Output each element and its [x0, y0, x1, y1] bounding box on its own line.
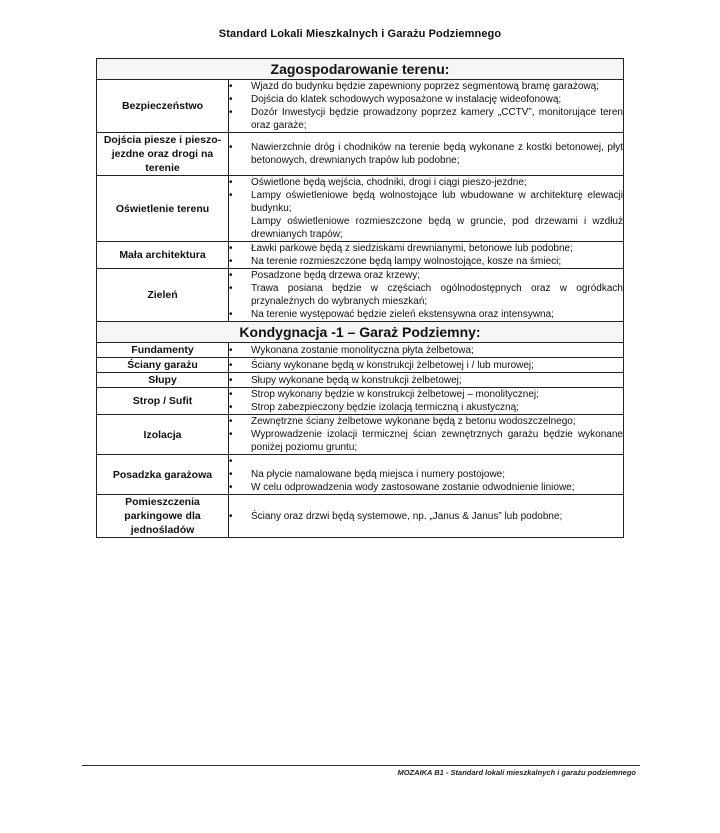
list-item [229, 401, 623, 414]
list-item [229, 428, 623, 454]
list-item-continuation [229, 215, 623, 241]
list-item-text: Wykonana zostanie monolityczna płyta żelbetowa; [251, 344, 474, 356]
bullet-icon: • [229, 456, 233, 467]
row-label: Strop / Sufit [97, 388, 229, 415]
table-row [97, 455, 624, 495]
bullet-icon: • [229, 374, 233, 386]
list-item [229, 176, 623, 189]
list-item-text: Nawierzchnie dróg i chodników na terenie będą wykonane z kostki betonowej, płyt betonowych, drewnianych trapów lub podobne; [251, 142, 623, 166]
row-content [229, 388, 624, 415]
list-item-text: Posadzone będą drzewa oraz krzewy; [251, 270, 420, 281]
footer-divider [82, 765, 640, 766]
list-item [229, 374, 623, 387]
list-item [229, 455, 623, 468]
list-item [229, 106, 623, 132]
bullet-icon: • [229, 81, 233, 92]
list-item [229, 344, 623, 357]
row-content [229, 455, 624, 495]
list-item-text: Wyprowadzenie izolacji termicznej ścian zewnętrznych garażu będzie wykonane poniżej poziomu gruntu; [251, 429, 623, 453]
bullet-icon: • [229, 107, 233, 118]
list-item-text: Lampy oświetleniowe będą wolnostojące lub wbudowane w architekturę elewacji budynku; [251, 190, 623, 214]
list-item-text: W celu odprowadzenia wody zastosowane zostanie odwodnienie liniowe; [251, 482, 575, 493]
row-content [229, 80, 624, 133]
list-item-text: Dozór Inwestycji będzie prowadzony poprzez kamery „CCTV”, monitorujące teren oraz garaże; [251, 107, 623, 131]
row-content [229, 495, 624, 538]
list-item [229, 359, 623, 372]
standard-table [96, 58, 624, 538]
list-item-text: Trawa posiana będzie w częściach ogólnodostępnych oraz w ogródkach przynależnych do wybranych mieszkań; [251, 283, 623, 307]
table-row [97, 133, 624, 176]
row-label: Dojścia piesze i pieszo-jezdne oraz drogi na terenie [97, 133, 229, 176]
list-item [229, 255, 623, 268]
list-item-text: Strop wykonany będzie w konstrukcji żelbetowej – monolitycznej; [251, 389, 539, 400]
bullet-icon: • [229, 256, 233, 267]
table-row [97, 415, 624, 455]
row-label: Słupy [97, 373, 229, 388]
bullet-icon: • [229, 389, 233, 400]
list-item [229, 282, 623, 308]
row-label: Zieleń [97, 269, 229, 322]
row-content [229, 343, 624, 358]
bullet-icon: • [229, 482, 233, 493]
table-row [97, 388, 624, 415]
section-header-row [97, 59, 624, 80]
row-label: Pomieszczenia parkingowe dla jednośladów [97, 495, 229, 538]
row-content [229, 269, 624, 322]
bullet-icon: • [229, 309, 233, 320]
row-label: Oświetlenie terenu [97, 176, 229, 242]
footer-caption: MOZAIKA B1 - Standard lokali mieszkalnych i garażu podziemnego [397, 768, 636, 777]
document-title: Standard Lokali Mieszkalnych i Garażu Podziemnego [218, 28, 502, 40]
list-item-text: Na terenie rozmieszczone będą lampy wolnostojące, kosze na śmieci; [251, 256, 562, 267]
table-row [97, 343, 624, 358]
table-row [97, 358, 624, 373]
section-header-row [97, 322, 624, 343]
list-item [229, 93, 623, 106]
list-item-text: Strop zabezpieczony będzie izolacją termiczną i akustyczną; [251, 402, 519, 413]
list-item-text: Na terenie występować będzie zieleń ekstensywna oraz intensywna; [251, 309, 554, 320]
bullet-icon: • [229, 94, 233, 105]
bullet-icon: • [229, 510, 233, 522]
row-label: Izolacja [97, 415, 229, 455]
list-item-text: Lampy oświetleniowe rozmieszczone będą w gruncie, pod drzewami i wzdłuż drewnianych trapów; [251, 216, 623, 240]
list-item-text: Wjazd do budynku będzie zapewniony poprzez segmentową bramę garażową; [251, 81, 599, 92]
table-row [97, 80, 624, 133]
row-label: Posadzka garażowa [97, 455, 229, 495]
list-item-text: Dojścia do klatek schodowych wyposażone w instalację wideofonową; [251, 94, 562, 105]
bullet-icon: • [229, 429, 233, 440]
row-content [229, 242, 624, 269]
row-content [229, 176, 624, 242]
list-item [229, 481, 623, 494]
list-item-text: Ściany wykonane będą w konstrukcji żelbetowej i / lub murowej; [251, 359, 534, 371]
row-content [229, 133, 624, 176]
bullet-icon: • [229, 359, 233, 371]
table-row [97, 373, 624, 388]
bullet-icon: • [229, 190, 233, 201]
list-item-text: Na płycie namalowane będą miejsca i numery postojowe; [251, 469, 506, 480]
row-label: Ściany garażu [97, 358, 229, 373]
row-label: Bezpieczeństwo [97, 80, 229, 133]
bullet-icon: • [229, 243, 233, 254]
list-item-text: Zewnętrzne ściany żelbetowe wykonane będą z betonu wodoszczelnego; [251, 416, 576, 427]
list-item [229, 269, 623, 282]
list-item-text [251, 456, 254, 467]
table-row [97, 269, 624, 322]
list-item-text: Ławki parkowe będą z siedziskami drewnianymi, betonowe lub podobne; [251, 243, 573, 254]
bullet-icon: • [229, 283, 233, 294]
table-row [97, 242, 624, 269]
list-item-text: Oświetlone będą wejścia, chodniki, drogi i ciągi pieszo-jezdne; [251, 177, 527, 188]
section-title-terrain: Zagospodarowanie terenu: [97, 59, 624, 80]
list-item-text: Słupy wykonane będą w konstrukcji żelbetowej; [251, 374, 462, 386]
row-label: Mała architektura [97, 242, 229, 269]
list-item [229, 141, 623, 167]
row-content [229, 415, 624, 455]
bullet-icon: • [229, 142, 233, 153]
row-content [229, 373, 624, 388]
list-item-text: Ściany oraz drzwi będą systemowe, np. „Janus & Janus” lub podobne; [251, 510, 563, 522]
bullet-icon: • [229, 416, 233, 427]
list-item [229, 189, 623, 215]
bullet-icon: • [229, 270, 233, 281]
list-item [229, 510, 623, 523]
list-item [229, 242, 623, 255]
list-item [229, 415, 623, 428]
bullet-icon: • [229, 177, 233, 188]
bullet-icon: • [229, 469, 233, 480]
table-row [97, 176, 624, 242]
bullet-icon: • [229, 402, 233, 413]
row-content [229, 358, 624, 373]
bullet-icon: • [229, 344, 233, 356]
list-item [229, 468, 623, 481]
list-item [229, 80, 623, 93]
row-label: Fundamenty [97, 343, 229, 358]
section-title-garage: Kondygnacja -1 – Garaż Podziemny: [97, 322, 624, 343]
list-item [229, 308, 623, 321]
table-row [97, 495, 624, 538]
list-item [229, 388, 623, 401]
